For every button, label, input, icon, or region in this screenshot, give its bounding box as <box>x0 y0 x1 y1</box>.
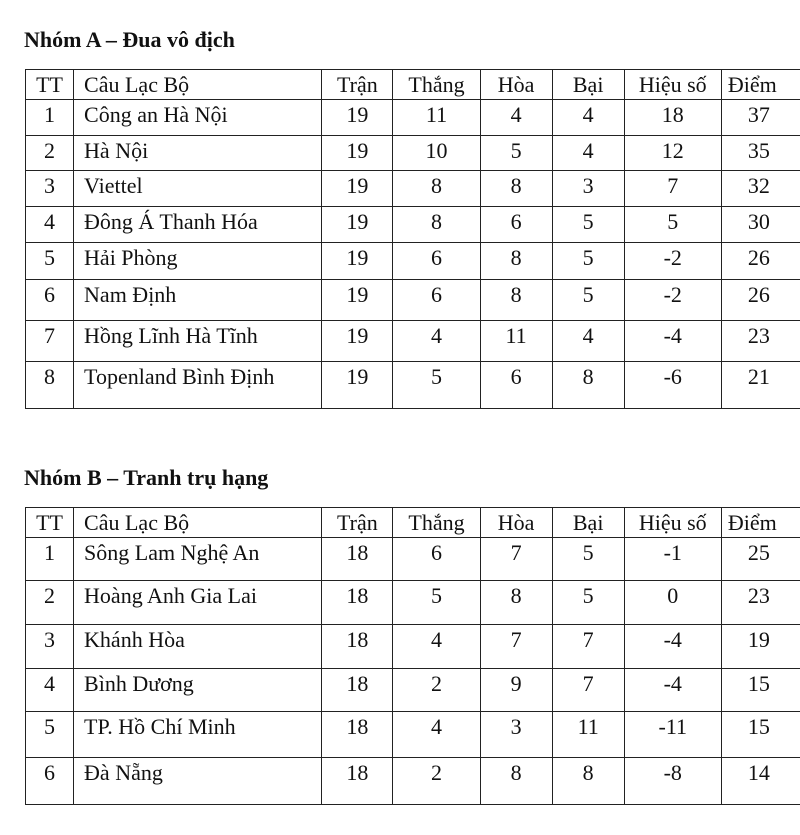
cell-won: 6 <box>393 538 480 581</box>
cell-club: Topenland Bình Định <box>74 362 322 409</box>
cell-club: Nam Định <box>74 280 322 321</box>
cell-rank: 8 <box>26 362 74 409</box>
header-won: Thắng <box>393 70 480 100</box>
cell-rank: 1 <box>26 538 74 581</box>
cell-lost: 5 <box>552 207 624 243</box>
cell-won: 5 <box>393 362 480 409</box>
cell-drawn: 3 <box>480 712 552 758</box>
cell-goal-diff: -4 <box>624 669 721 712</box>
header-club: Câu Lạc Bộ <box>74 70 322 100</box>
cell-rank: 4 <box>26 207 74 243</box>
cell-club: Hải Phòng <box>74 243 322 280</box>
cell-won: 11 <box>393 100 480 136</box>
group-a-title: Nhóm A – Đua vô địch <box>24 27 235 52</box>
cell-rank: 7 <box>26 321 74 362</box>
cell-points: 21 <box>721 362 800 409</box>
cell-rank: 3 <box>26 171 74 207</box>
cell-drawn: 8 <box>480 280 552 321</box>
cell-points: 30 <box>721 207 800 243</box>
cell-rank: 3 <box>26 625 74 669</box>
cell-goal-diff: -11 <box>624 712 721 758</box>
cell-lost: 11 <box>552 712 624 758</box>
cell-lost: 8 <box>552 758 624 805</box>
cell-drawn: 6 <box>480 362 552 409</box>
header-drawn: Hòa <box>480 70 552 100</box>
cell-lost: 8 <box>552 362 624 409</box>
header-drawn: Hòa <box>480 508 552 538</box>
table-row <box>26 581 800 625</box>
cell-lost: 4 <box>552 100 624 136</box>
cell-goal-diff: 12 <box>624 136 721 171</box>
cell-won: 10 <box>393 136 480 171</box>
cell-played: 19 <box>322 207 393 243</box>
cell-won: 4 <box>393 625 480 669</box>
cell-lost: 5 <box>552 581 624 625</box>
cell-points: 23 <box>721 581 800 625</box>
cell-lost: 3 <box>552 171 624 207</box>
cell-lost: 5 <box>552 538 624 581</box>
cell-club: Viettel <box>74 171 322 207</box>
cell-played: 18 <box>322 712 393 758</box>
cell-played: 19 <box>322 280 393 321</box>
cell-points: 15 <box>721 712 800 758</box>
cell-points: 25 <box>721 538 800 581</box>
table-row <box>26 280 800 321</box>
cell-goal-diff: -8 <box>624 758 721 805</box>
cell-rank: 2 <box>26 136 74 171</box>
table-row <box>26 243 800 280</box>
table-row <box>26 136 800 171</box>
table-row <box>26 758 800 805</box>
cell-points: 26 <box>721 280 800 321</box>
cell-played: 18 <box>322 669 393 712</box>
cell-drawn: 11 <box>480 321 552 362</box>
cell-goal-diff: -6 <box>624 362 721 409</box>
header-row <box>26 508 800 538</box>
cell-points: 14 <box>721 758 800 805</box>
cell-drawn: 8 <box>480 758 552 805</box>
cell-played: 19 <box>322 100 393 136</box>
cell-club: Hồng Lĩnh Hà Tĩnh <box>74 321 322 362</box>
cell-drawn: 7 <box>480 538 552 581</box>
group-b-title: Nhóm B – Tranh trụ hạng <box>24 465 269 490</box>
group-a-standings-table <box>25 69 800 409</box>
cell-played: 18 <box>322 758 393 805</box>
header-tt: TT <box>26 70 74 100</box>
cell-goal-diff: 18 <box>624 100 721 136</box>
cell-club: Hoàng Anh Gia Lai <box>74 581 322 625</box>
cell-drawn: 4 <box>480 100 552 136</box>
cell-goal-diff: -1 <box>624 538 721 581</box>
cell-drawn: 6 <box>480 207 552 243</box>
header-points: Điểm <box>721 508 800 538</box>
cell-points: 32 <box>721 171 800 207</box>
header-played: Trận <box>322 70 393 100</box>
header-won: Thắng <box>393 508 480 538</box>
cell-played: 19 <box>322 321 393 362</box>
header-tt: TT <box>26 508 74 538</box>
cell-won: 2 <box>393 669 480 712</box>
table-row <box>26 100 800 136</box>
cell-played: 18 <box>322 625 393 669</box>
cell-goal-diff: -2 <box>624 243 721 280</box>
cell-played: 19 <box>322 362 393 409</box>
cell-goal-diff: -4 <box>624 625 721 669</box>
header-row <box>26 70 800 100</box>
cell-rank: 5 <box>26 712 74 758</box>
table-row <box>26 712 800 758</box>
cell-club: Đông Á Thanh Hóa <box>74 207 322 243</box>
cell-club: Khánh Hòa <box>74 625 322 669</box>
table-row <box>26 625 800 669</box>
cell-club: Đà Nẵng <box>74 758 322 805</box>
cell-won: 8 <box>393 207 480 243</box>
cell-lost: 7 <box>552 669 624 712</box>
table-row <box>26 362 800 409</box>
cell-rank: 1 <box>26 100 74 136</box>
table-row <box>26 171 800 207</box>
cell-drawn: 5 <box>480 136 552 171</box>
cell-won: 8 <box>393 171 480 207</box>
cell-points: 37 <box>721 100 800 136</box>
cell-club: Bình Dương <box>74 669 322 712</box>
cell-won: 6 <box>393 243 480 280</box>
cell-drawn: 8 <box>480 243 552 280</box>
header-goal-diff: Hiệu số <box>624 508 721 538</box>
cell-lost: 4 <box>552 136 624 171</box>
cell-played: 19 <box>322 136 393 171</box>
cell-goal-diff: -4 <box>624 321 721 362</box>
cell-won: 6 <box>393 280 480 321</box>
cell-lost: 5 <box>552 243 624 280</box>
table-row <box>26 321 800 362</box>
cell-club: Công an Hà Nội <box>74 100 322 136</box>
header-lost: Bại <box>552 508 624 538</box>
cell-goal-diff: 0 <box>624 581 721 625</box>
group-b-standings-table <box>25 507 800 805</box>
cell-drawn: 8 <box>480 581 552 625</box>
cell-won: 4 <box>393 321 480 362</box>
cell-points: 35 <box>721 136 800 171</box>
cell-won: 4 <box>393 712 480 758</box>
cell-goal-diff: -2 <box>624 280 721 321</box>
cell-played: 19 <box>322 243 393 280</box>
cell-points: 26 <box>721 243 800 280</box>
table-row <box>26 669 800 712</box>
cell-played: 18 <box>322 538 393 581</box>
cell-drawn: 7 <box>480 625 552 669</box>
cell-played: 19 <box>322 171 393 207</box>
cell-rank: 5 <box>26 243 74 280</box>
cell-points: 23 <box>721 321 800 362</box>
cell-drawn: 8 <box>480 171 552 207</box>
cell-rank: 6 <box>26 280 74 321</box>
cell-played: 18 <box>322 581 393 625</box>
cell-goal-diff: 7 <box>624 171 721 207</box>
cell-goal-diff: 5 <box>624 207 721 243</box>
cell-lost: 4 <box>552 321 624 362</box>
cell-points: 19 <box>721 625 800 669</box>
cell-rank: 4 <box>26 669 74 712</box>
header-goal-diff: Hiệu số <box>624 70 721 100</box>
cell-lost: 7 <box>552 625 624 669</box>
cell-rank: 2 <box>26 581 74 625</box>
header-points: Điểm <box>721 70 800 100</box>
cell-club: Sông Lam Nghệ An <box>74 538 322 581</box>
header-played: Trận <box>322 508 393 538</box>
table-row <box>26 207 800 243</box>
cell-won: 2 <box>393 758 480 805</box>
cell-club: Hà Nội <box>74 136 322 171</box>
cell-club: TP. Hồ Chí Minh <box>74 712 322 758</box>
header-lost: Bại <box>552 70 624 100</box>
cell-points: 15 <box>721 669 800 712</box>
cell-rank: 6 <box>26 758 74 805</box>
table-row <box>26 538 800 581</box>
header-club: Câu Lạc Bộ <box>74 508 322 538</box>
cell-won: 5 <box>393 581 480 625</box>
cell-drawn: 9 <box>480 669 552 712</box>
cell-lost: 5 <box>552 280 624 321</box>
